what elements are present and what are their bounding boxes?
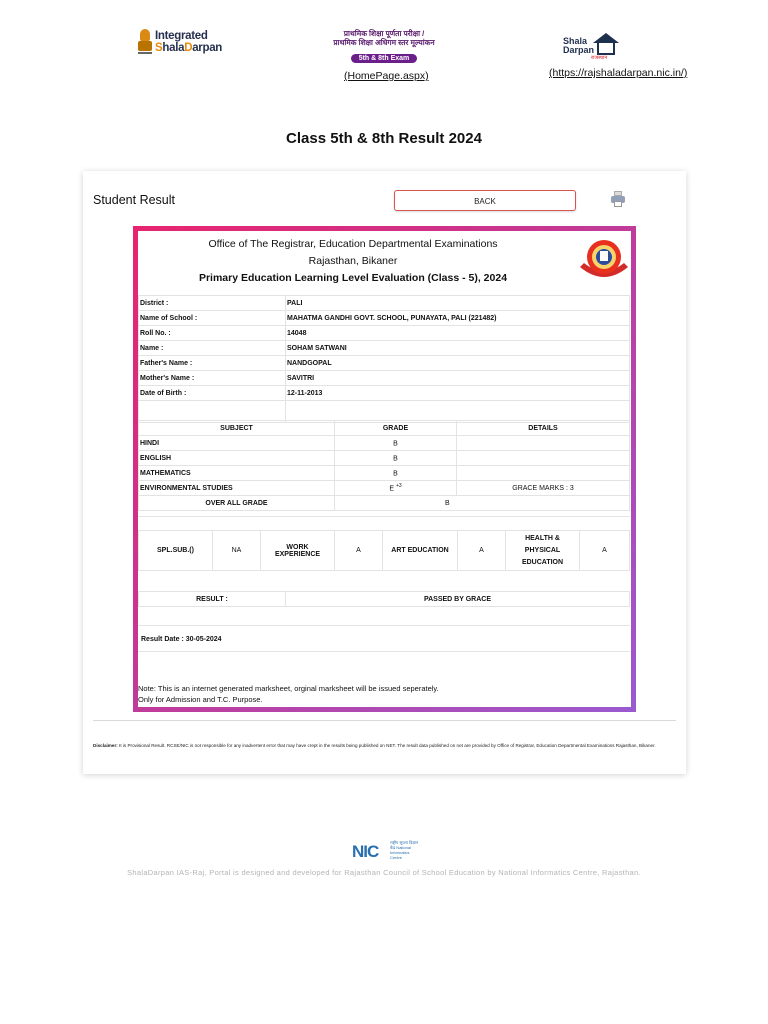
- table-row: [139, 466, 630, 481]
- grade-value: B: [393, 470, 398, 478]
- emblem-icon: [138, 29, 152, 55]
- overall-grade-label: OVER ALL GRADE: [139, 496, 335, 511]
- info-value: 14048: [286, 326, 630, 341]
- table-row: [139, 341, 630, 356]
- grade-cell: [335, 481, 457, 496]
- logo-arpan: arpan: [192, 42, 223, 54]
- details-cell: [457, 436, 630, 451]
- result-table: [138, 591, 630, 607]
- nic-logo[interactable]: [352, 840, 418, 860]
- subject-cell: MATHEMATICS: [139, 466, 335, 481]
- grade-cell: [335, 436, 457, 451]
- right-logo-line1: Shala: [563, 36, 588, 46]
- info-label: Name of School :: [139, 311, 286, 326]
- office-line1: Office of The Registrar, Education Departmental Examinations: [208, 238, 498, 250]
- grade-value: B: [393, 440, 398, 448]
- art-education-value: A: [458, 531, 506, 571]
- logo-d: D: [184, 42, 193, 54]
- overall-grade-value: B: [335, 496, 630, 511]
- table-row: [139, 481, 630, 496]
- special-subjects-table: [138, 530, 630, 571]
- table-header-row: [139, 421, 630, 436]
- info-value: SAVITRI: [286, 371, 630, 386]
- table-row: [139, 451, 630, 466]
- info-label: District :: [139, 296, 286, 311]
- table-row: [139, 436, 630, 451]
- col-grade: GRADE: [335, 421, 457, 436]
- info-label: Mother's Name :: [139, 371, 286, 386]
- health-physical-education-value: A: [580, 531, 630, 571]
- table-row: [139, 386, 630, 401]
- marksheet-note: [138, 683, 439, 705]
- table-row: [139, 531, 630, 571]
- info-label: Father's Name :: [139, 356, 286, 371]
- seal-icon: [578, 237, 630, 285]
- divider: [138, 651, 630, 652]
- rajshaladarpan-link[interactable]: (https://rajshaladarpan.nic.in/): [549, 67, 688, 79]
- note-line2: Only for Admission and T.C. Purpose.: [138, 695, 263, 704]
- page-header: [0, 0, 768, 90]
- col-details: DETAILS: [457, 421, 630, 436]
- grade-value: E: [389, 485, 394, 493]
- grade-cell: [335, 466, 457, 481]
- divider: [138, 516, 630, 517]
- info-label: Name :: [139, 341, 286, 356]
- subject-cell: ENGLISH: [139, 451, 335, 466]
- result-value: PASSED BY GRACE: [286, 592, 630, 607]
- info-value: SOHAM SATWANI: [286, 341, 630, 356]
- table-row: [139, 311, 630, 326]
- page-title: Class 5th & 8th Result 2024: [286, 130, 482, 147]
- office-heading: [138, 236, 568, 287]
- table-row: [139, 592, 630, 607]
- divider: [138, 625, 630, 626]
- shaladarpan-logo[interactable]: [563, 31, 625, 61]
- col-subject: SUBJECT: [139, 421, 335, 436]
- result-label: RESULT :: [139, 592, 286, 607]
- grade-table: [138, 420, 630, 511]
- info-label: Roll No. :: [139, 326, 286, 341]
- grade-value: B: [393, 455, 398, 463]
- printer-icon[interactable]: [611, 191, 625, 207]
- disclaimer-text: It is Provisional Result. RCSE/NIC is not responsible for any inadvertent error that may have crept in the results being published on NET. The result data published on net are provided by Office of Registrar, Education Departmental Examinations Rajasthan, Bikaner.: [119, 743, 656, 748]
- disclaimer-label: Disclaimer:: [93, 743, 118, 748]
- table-row: [139, 371, 630, 386]
- details-cell: [457, 466, 630, 481]
- art-education-label: ART EDUCATION: [383, 531, 458, 571]
- table-row: [139, 296, 630, 311]
- info-value: PALI: [286, 296, 630, 311]
- spl-sub-value: NA: [213, 531, 261, 571]
- table-row: [139, 496, 630, 511]
- office-line2: Rajasthan, Bikaner: [308, 255, 398, 267]
- office-line3: Primary Education Learning Level Evaluation (Class - 5), 2024: [198, 272, 508, 284]
- card-title: Student Result: [93, 193, 175, 207]
- spl-sub-label: SPL.SUB.(): [139, 531, 213, 571]
- exam-logo-hindi-line1: प्राथमिक शिक्षा पूर्णता परीक्षा /: [343, 29, 425, 38]
- exam-logo-hindi-line2: प्राथमिक शिक्षा अधिगम स्तर मूल्यांकन: [333, 38, 435, 47]
- note-line1: Note: This is an internet generated marksheet, orginal marksheet will be issued seperately.: [138, 684, 439, 693]
- student-info-table: [138, 295, 630, 423]
- logo-hala: hala: [162, 42, 185, 54]
- divider: [93, 720, 676, 721]
- table-row: [139, 356, 630, 371]
- nic-logo-sub: राष्ट्रीय सूचना विज्ञान केंद्र National Informatics Centre: [390, 840, 419, 860]
- health-physical-education-label: HEALTH & PHYSICAL EDUCATION: [506, 531, 580, 571]
- work-experience-label: WORK EXPERIENCE: [261, 531, 335, 571]
- right-logo-line2: Darpan: [563, 45, 595, 55]
- table-row: [139, 326, 630, 341]
- grade-sup: +3: [395, 483, 402, 490]
- result-date: Result Date : 30-05-2024: [141, 636, 222, 643]
- exam-logo[interactable]: [320, 29, 448, 65]
- student-result-card: [83, 171, 686, 774]
- subject-cell: HINDI: [139, 436, 335, 451]
- footer-text: ShalaDarpan IAS-Raj, Portal is designed and developed for Rajasthan Council of School Education by National Informatics Centre, Rajasthan.: [127, 868, 641, 877]
- integrated-shaladarpan-logo[interactable]: [138, 29, 222, 55]
- info-value: MAHATMA GANDHI GOVT. SCHOOL, PUNAYATA, PALI (221482): [286, 311, 630, 326]
- marksheet-frame: [133, 226, 636, 712]
- disclaimer: [93, 737, 678, 755]
- info-value: NANDGOPAL: [286, 356, 630, 371]
- logo-s: S: [155, 42, 163, 54]
- nic-logo-text: NIC: [352, 842, 379, 861]
- subject-cell: ENVIRONMENTAL STUDIES: [139, 481, 335, 496]
- exam-badge: 5th & 8th Exam: [351, 54, 418, 63]
- right-logo-sub: राजस्थान: [591, 55, 608, 61]
- details-cell: GRACE MARKS : 3: [457, 481, 630, 496]
- house-icon: [593, 33, 619, 55]
- work-experience-value: A: [335, 531, 383, 571]
- homepage-link[interactable]: (HomePage.aspx): [344, 70, 429, 82]
- info-value: 12-11-2013: [286, 386, 630, 401]
- logo-line1: Integrated: [155, 30, 208, 42]
- grade-cell: [335, 451, 457, 466]
- details-cell: [457, 451, 630, 466]
- info-label: Date of Birth :: [139, 386, 286, 401]
- back-button[interactable]: BACK: [394, 190, 576, 211]
